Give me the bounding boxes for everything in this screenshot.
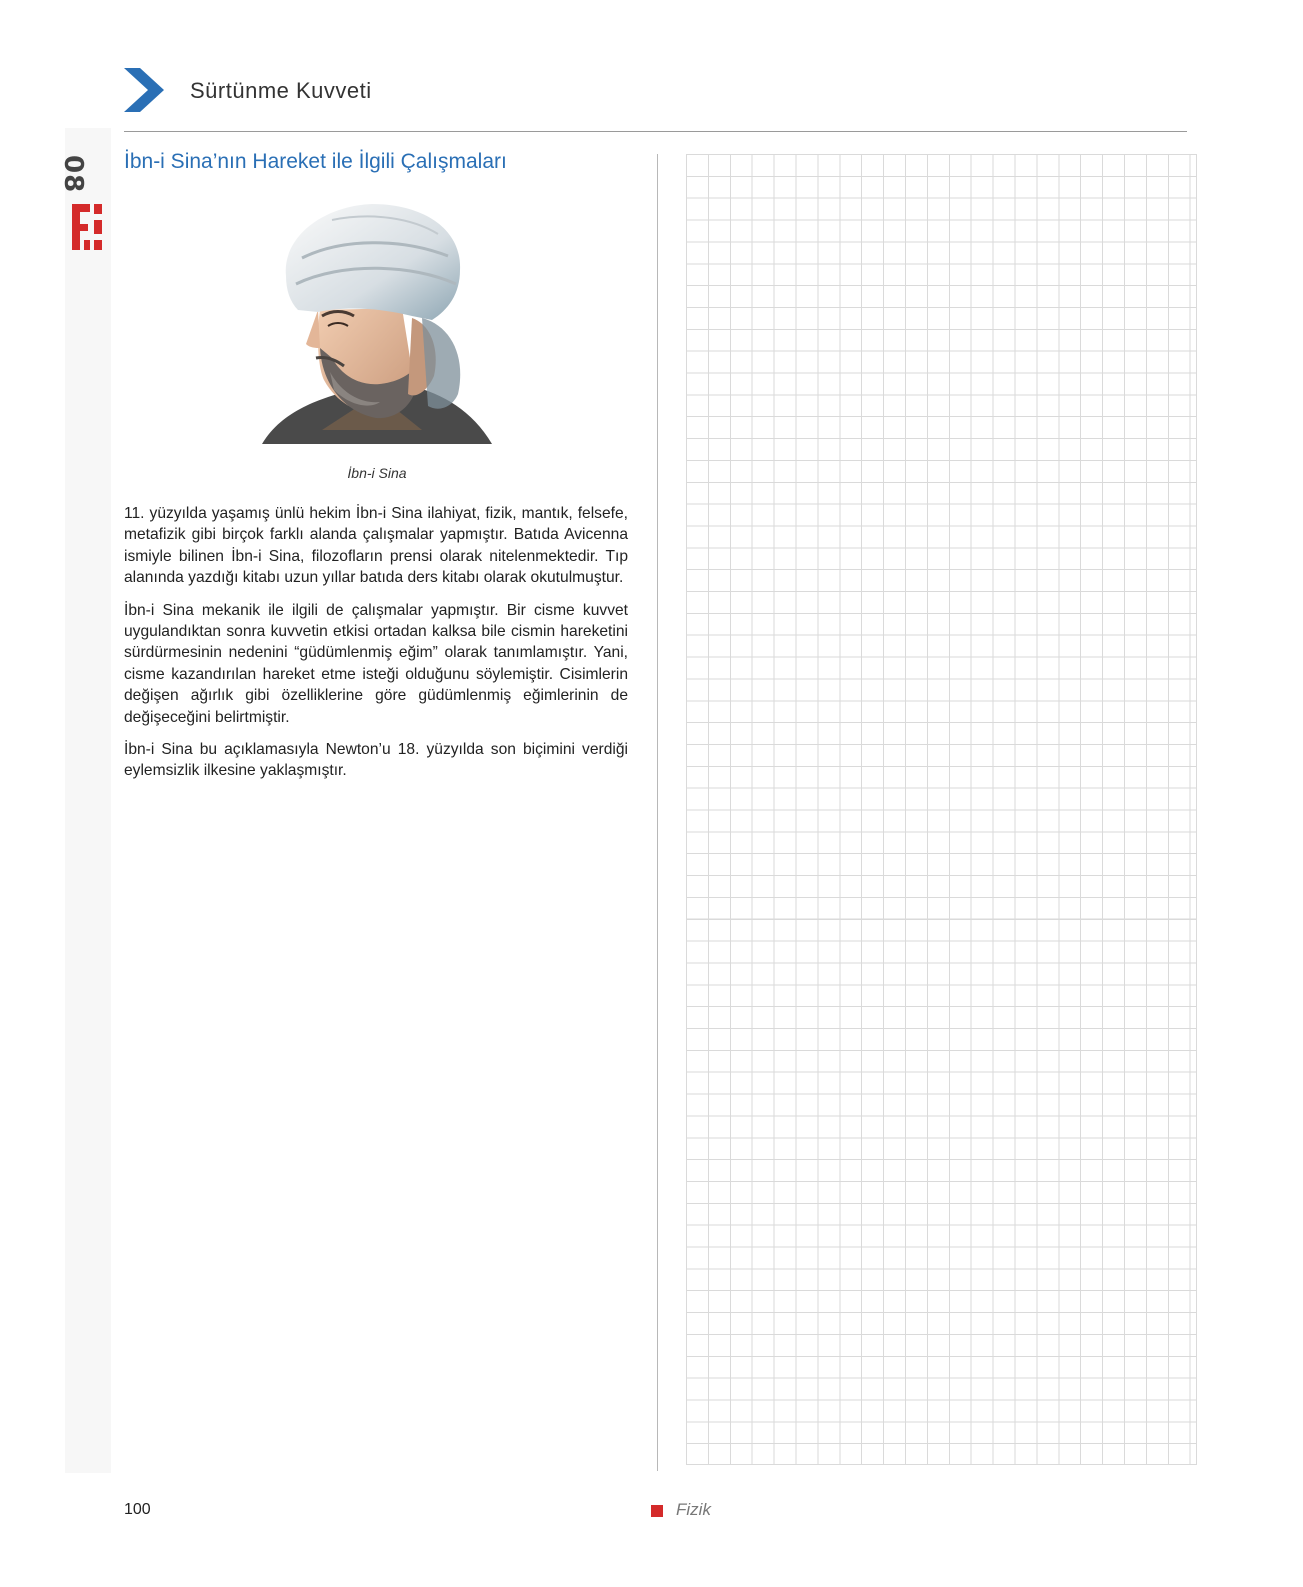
- article-body: [124, 503, 628, 793]
- column-divider: [657, 154, 658, 1471]
- footer-subject: Fizik: [676, 1500, 711, 1519]
- note-grid: [686, 154, 1197, 1465]
- chevron-arrow-icon: [124, 68, 164, 112]
- page-number: 100: [124, 1501, 151, 1518]
- section-title: Sürtünme Kuvveti: [190, 78, 372, 103]
- portrait-caption: İbn-i Sina: [347, 465, 407, 481]
- footer-square-icon: [651, 1505, 663, 1517]
- side-strip: [65, 128, 111, 1473]
- publisher-mark-icon: [70, 202, 104, 252]
- unit-number: 08: [58, 155, 88, 194]
- portrait-image: [262, 198, 492, 450]
- paragraph: 11. yüzyılda yaşamış ünlü hekim İbn-i Sina ilahiyat, fizik, mantık, felsefe, metafizik gibi birçok farklı alanda çalışmalar yapmıştır. Batıda Avicenna ismiyle bilinen İbn-i Sina, filozofların prensi olarak nitelenmektedir. Tıp alanında yazdığı kitabı uzun yıllar batıda ders kitabı olarak okutulmuştur.: [124, 505, 628, 587]
- paragraph: İbn-i Sina mekanik ile ilgili de çalışmalar yapmıştır. Bir cisme kuvvet uygulandıktan sonra kuvvetin etkisi ortadan kalksa bile cismin hareketini sürdürmesinin nedenini “güdümlenmiş eğim” olarak tanımlamıştır. Yani, cisme kazandırılan hareket etme isteği olduğunu söylemiştir. Cisimlerin değişen ağırlık gibi özelliklerine göre güdümlenmiş eğimlerinin de değişeceğini belirtmiştir.: [124, 601, 628, 726]
- paragraph: İbn-i Sina bu açıklamasıyla Newton’u 18. yüzyılda son biçimini verdiği eylemsizlik ilkesine yaklaşmıştır.: [124, 741, 628, 780]
- header-rule: [124, 131, 1187, 132]
- article-title: İbn-i Sina’nın Hareket ile İlgili Çalışmaları: [124, 150, 507, 173]
